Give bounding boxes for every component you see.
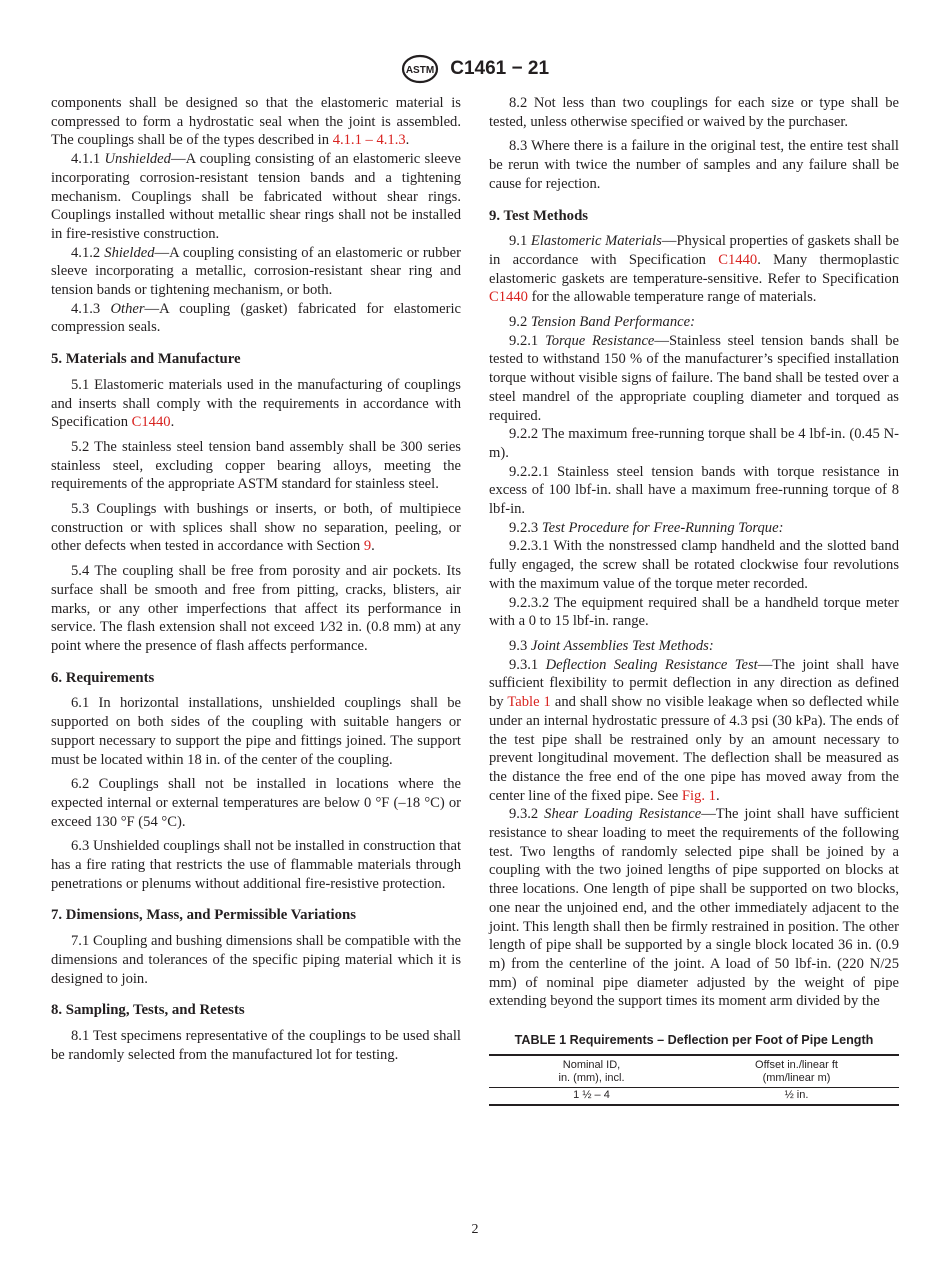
table-link-1[interactable]: Table 1	[507, 694, 551, 711]
table-row	[489, 1087, 899, 1105]
paragraph-5-2: 5.2 The stainless steel tension band assembly shall be 300 series stainless steel, excluding copper bearing alloys, meeting the requirements of the appropriate ASTM standard for stainless steel.	[51, 438, 461, 493]
table-cell-offset: ½ in.	[694, 1087, 899, 1105]
paragraph-8-2: 8.2 Not less than two couplings for each size or type shall be tested, unless otherwise specified or waived by the purchaser.	[489, 95, 899, 130]
paragraph-9-2-2: 9.2.2 The maximum free-running torque shall be 4 lbf-in. (0.45 N-m).	[489, 426, 899, 461]
section-link-4-1-1-4-1-3[interactable]: 4.1.1 – 4.1.3	[332, 132, 406, 149]
table-1	[489, 1031, 899, 1106]
left-column	[51, 94, 461, 1064]
paragraph-9-2: 9.2 Tension Band Performance:	[509, 314, 695, 331]
paragraph-9-2-3-1: 9.2.3.1 With the nonstressed clamp handheld and the slotted band fully engaged, the screw shall be rotated clockwise four revolutions with the maximum value of the torque meter recorded.	[489, 538, 899, 592]
astm-logo-text: ASTM	[405, 65, 435, 76]
page-number: 2	[471, 1222, 479, 1237]
paragraph-4-1-continued: components shall be designed so that the elastomeric material is compressed to form a hydrostatic seal when the joint is assembled. The couplings shall be of the types described in 4.1.1 – 4.1.3.	[51, 95, 461, 149]
section-heading-5: 5. Materials and Manufacture	[51, 351, 241, 368]
document-id: C1461 − 21	[450, 58, 550, 79]
paragraph-4-1-3: 4.1.3 Other—A coupling (gasket) fabricated for elastomeric compression seals.	[51, 300, 461, 336]
paragraph-9-2-3-2: 9.2.3.2 The equipment required shall be a handheld torque meter with a 0 to 15 lbf-in. range.	[489, 594, 899, 630]
spec-link-c1440[interactable]: C1440	[131, 414, 171, 431]
section-heading-6: 6. Requirements	[51, 669, 155, 686]
table-1-caption: TABLE 1 Requirements – Deflection per Foot of Pipe Length	[514, 1033, 874, 1048]
page-header	[0, 54, 950, 84]
spec-link-c1440[interactable]: C1440	[718, 251, 758, 268]
paragraph-9-3-2: 9.3.2 Shear Loading Resistance—The joint shall have sufficient resistance to shear loading to meet the requirements of the following test. Two lengths of randomly selected pipe shall be joined by a coupling with the two joined lengths of pipe supported on blocks at three locations. One length of pipe shall be supported on two blocks, one near the unjoined end, and the other immediately adjacent to the joint. This length shall then be firmly restrained in position. The other length of pipe shall be supported by a single block located 36 in. (0.9 m) from the centerline of the joint. A load of 50 lbf-in. (220 N/25 mm) of nominal pipe diameter adjusted by the weight of pipe extending beyond the support times its moment arm divided by the	[489, 806, 900, 1010]
paragraph-6-3: 6.3 Unshielded couplings shall not be installed in construction that has a fire rating that restricts the use of flammable materials through penetrations or plenums without additional fire-resistive protection.	[51, 838, 461, 892]
paragraph-5-4: 5.4 The coupling shall be free from porosity and air pockets. Its surface shall be smooth and free from pitting, cracks, blisters, air marks, or any other imperfections that affect its performance in service. The flash extension shall not exceed 1⁄32 in. (0.8 mm) at any point where the presence of flash affects performance.	[51, 563, 461, 654]
astm-logo-icon	[401, 54, 439, 84]
table-header-offset: Offset in./linear ft (mm/linear m)	[694, 1055, 899, 1088]
paragraph-9-2-2-1: 9.2.2.1 Stainless steel tension bands with torque resistance in excess of 100 lbf-in. shall have a maximum free-running torque of 8 lbf-in.	[489, 463, 899, 518]
paragraph-5-3: 5.3 Couplings with bushings or inserts, or both, of multipiece construction or with splices shall show no separation, peeling, or other defects when tested in accordance with Section 9.	[51, 501, 461, 555]
section-heading-8: 8. Sampling, Tests, and Retests	[51, 1002, 245, 1019]
paragraph-4-1-2: 4.1.2 Shielded—A coupling consisting of an elastomeric or rubber sleeve incorporating a metallic, corrosion-resistant shear ring and tension bands or tightening mechanism, or both.	[51, 244, 462, 299]
paragraph-9-3-1: 9.3.1 Deflection Sealing Resistance Test—The joint shall have sufficient flexibility to permit deflection in any direction as defined by Table 1 and shall show no visible leakage when so deflected while under an internal hydrostatic pressure of 4.3 psi (30 kPa). The ends of the test pipe shall be restrained only by an amount necessary to prevent longitudinal movement. The deflection shall be measured as the distance the free end of the one pipe has moved away from the center line of the fixed pipe. See Fig. 1.	[489, 656, 899, 804]
section-heading-7: 7. Dimensions, Mass, and Permissible Variations	[51, 907, 357, 924]
paragraph-9-3: 9.3 Joint Assemblies Test Methods:	[509, 637, 714, 654]
right-column	[489, 94, 899, 1106]
paragraph-9-1: 9.1 Elastomeric Materials—Physical properties of gaskets shall be in accordance with Specification C1440. Many thermoplastic elastomeric gaskets are temperature-sensitive. Refer to Specification C1440 for the allowable temperature range of materials.	[489, 233, 899, 306]
spec-link-c1440[interactable]: C1440	[489, 289, 528, 306]
table-header-row	[489, 1055, 899, 1088]
paragraph-8-3: 8.3 Where there is a failure in the original test, the entire test shall be rerun with twice the number of samples and any failure shall be cause for rejection.	[489, 138, 899, 192]
paragraph-9-2-1: 9.2.1 Torque Resistance—Stainless steel tension bands shall be tested to withstand 150 % of the manufacturer’s specified installation torque without visible signs of failure. The band shall be tested over a steel mandrel of the appropriate coupling diameter and torqued as required.	[489, 332, 899, 424]
table-header-nominal-id: Nominal ID, in. (mm), incl.	[489, 1055, 694, 1088]
paragraph-9-2-3: 9.2.3 Test Procedure for Free-Running Torque:	[509, 519, 784, 536]
table-1-grid	[489, 1054, 899, 1106]
paragraph-7-1: 7.1 Coupling and bushing dimensions shall be compatible with the dimensions and tolerances of the specific piping material which it is designed to join.	[51, 933, 461, 987]
paragraph-5-1: 5.1 Elastomeric materials used in the manufacturing of couplings and inserts shall comply with the requirements in accordance with Specification C1440.	[51, 376, 461, 431]
paragraph-8-1: 8.1 Test specimens representative of the couplings to be used shall be randomly selected from the manufactured lot for testing.	[51, 1027, 461, 1063]
section-link-9[interactable]: 9	[363, 538, 372, 555]
table-cell-nominal-id: 1 ½ – 4	[489, 1087, 694, 1105]
paragraph-6-2: 6.2 Couplings shall not be installed in locations where the expected internal or external temperatures are below 0 °F (–18 °C) or exceed 130 °F (54 °C).	[51, 776, 461, 830]
section-heading-9: 9. Test Methods	[489, 207, 589, 224]
paragraph-6-1: 6.1 In horizontal installations, unshielded couplings shall be supported on both sides of the coupling with suitable hangers or support necessary to support the pipe and fittings joined. The support must be located within 18 in. of the center of the coupling.	[51, 695, 461, 768]
figure-link-1[interactable]: Fig. 1	[681, 787, 716, 804]
paragraph-4-1-1: 4.1.1 Unshielded—A coupling consisting of an elastomeric sleeve incorporating corrosion-resistant tension bands and a tightening mechanism. Couplings shall be fabricated without shear rings. Couplings installed without metallic shear rings shall not be installed in fire-resistive construction.	[51, 151, 461, 242]
